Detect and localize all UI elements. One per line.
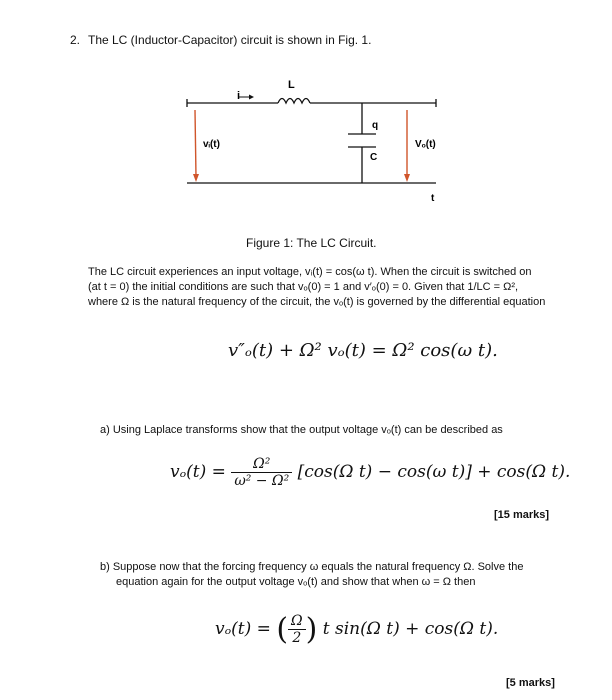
paragraph-line-1: The LC circuit experiences an input voltage, vᵢ(t) = cos(ω t). When the circuit is switched on — [88, 266, 532, 278]
current-arrow-head — [249, 95, 254, 100]
part-b-equation — [215, 612, 498, 647]
part-a-text: a) Using Laplace transforms show that the output voltage vₒ(t) can be described as — [100, 424, 503, 436]
paragraph-line-2: (at t = 0) the initial conditions are such that vₒ(0) = 1 and v′ₒ(0) = 0. Given that 1/LC = Ω², — [88, 281, 519, 293]
part-a-marks: [15 marks] — [494, 509, 550, 521]
main-equation: v″ₒ(t) + Ω² vₒ(t) = Ω² cos(ω t). — [228, 340, 498, 361]
part-b-eq-paren-open: ( — [276, 612, 289, 647]
output-voltage-label: Vₒ(t) — [415, 139, 436, 150]
question-number: 2. — [70, 33, 81, 47]
inductor-label: L — [288, 79, 295, 91]
paragraph — [88, 265, 545, 310]
part-b-eq-paren-close: ) — [305, 612, 318, 647]
part-b-eq-denominator: 2 — [292, 630, 302, 646]
input-voltage-arrow — [195, 110, 196, 177]
inductor-coil — [278, 99, 310, 104]
part-a-eq-lhs: vₒ(t) = — [170, 462, 226, 482]
part-b-eq-fraction — [288, 613, 306, 646]
part-b-line-1: b) Suppose now that the forcing frequency ω equals the natural frequency Ω. Solve the — [100, 561, 524, 573]
part-a-eq-numerator: Ω² — [231, 456, 292, 473]
output-voltage-arrow-head — [404, 174, 410, 182]
part-a-eq-fraction — [231, 456, 292, 489]
capacitor-label: C — [370, 152, 378, 163]
part-a-eq-denominator: ω² − Ω² — [234, 473, 290, 489]
figure-caption: Figure 1: The LC Circuit. — [246, 236, 377, 250]
question-intro: The LC (Inductor-Capacitor) circuit is shown in Fig. 1. — [88, 33, 372, 47]
input-voltage-label: vᵢ(t) — [203, 139, 220, 150]
lc-circuit-diagram — [0, 0, 612, 215]
part-b-eq-lhs: vₒ(t) = — [215, 619, 271, 639]
part-b-text — [100, 560, 523, 590]
part-b-eq-rest: t sin(Ω t) + cos(Ω t). — [322, 619, 499, 639]
charge-label: q — [372, 120, 379, 131]
time-label: t — [431, 193, 435, 204]
part-a-eq-rest: [cos(Ω t) − cos(ω t)] + cos(Ω t). — [297, 462, 571, 482]
input-voltage-arrow-head — [193, 174, 199, 182]
part-b-line-2: equation again for the output voltage vₒ(t) and show that when ω = Ω then — [116, 576, 476, 588]
part-b-eq-numerator: Ω — [288, 613, 306, 630]
paragraph-line-3: where Ω is the natural frequency of the circuit, the vₒ(t) is governed by the differential equation — [88, 296, 546, 308]
part-a-equation — [170, 456, 570, 489]
current-label: i — [237, 90, 241, 102]
part-b-marks: [5 marks] — [506, 677, 555, 689]
